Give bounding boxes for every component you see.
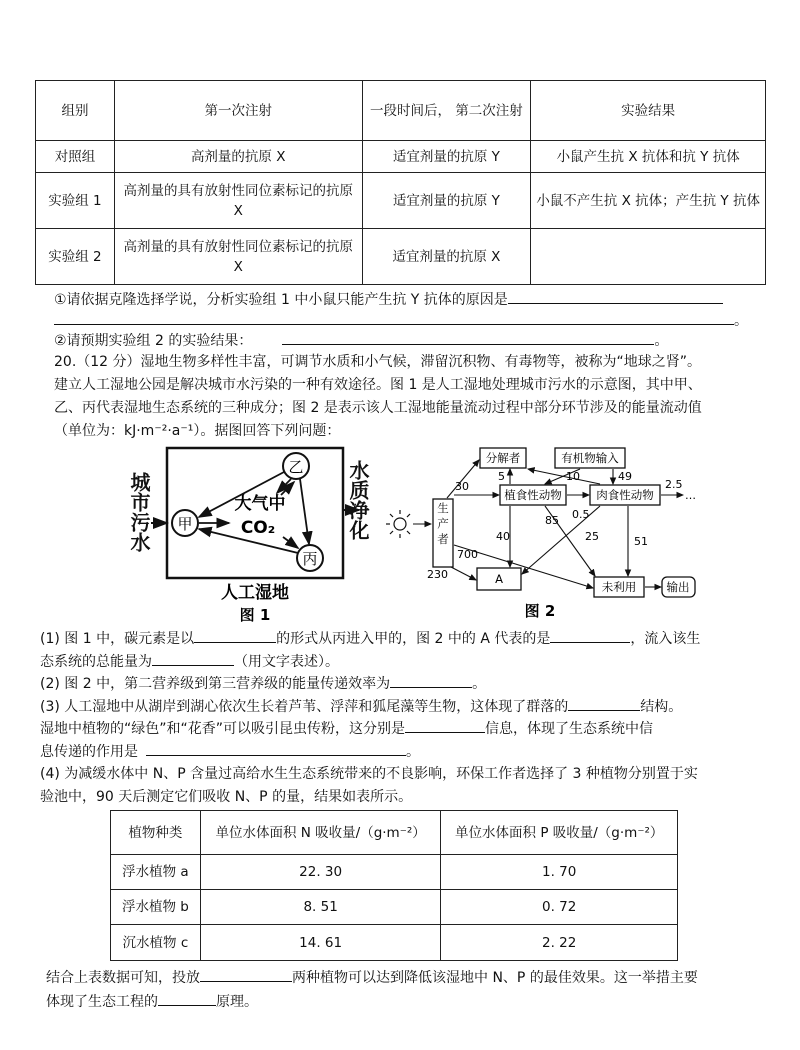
question-text: 态系统的总能量为 xyxy=(40,653,152,670)
value-label: 30 xyxy=(455,480,469,493)
value-label: 5 xyxy=(498,470,505,483)
value-label: 10 xyxy=(566,470,580,483)
header-cell: 一段时间后， 第二次注射 xyxy=(362,81,531,141)
table-cell: 浮水植物 a xyxy=(111,855,201,890)
answer-blank[interactable] xyxy=(508,289,723,304)
sun-icon xyxy=(386,510,410,538)
table-cell: 沉水植物 c xyxy=(111,925,201,961)
question-text: (2) 图 2 中，第二营养级到第三营养级的能量传递效率为 xyxy=(40,676,391,692)
table-cell: 14. 61 xyxy=(200,925,441,961)
table-cell: 实验组 2 xyxy=(36,229,115,285)
header-cell: 实验结果 xyxy=(531,81,766,141)
table-cell: 高剂量的抗原 X xyxy=(114,141,362,173)
paragraph-line: 建立人工湿地公园是解决城市水污染的一种有效途径。图 1 是人工湿地处理城市污水的示意图，其中甲、 xyxy=(54,377,702,393)
answer-blank[interactable] xyxy=(282,330,654,345)
value-label: 700 xyxy=(457,548,478,561)
question-text: （用文字表述）。 xyxy=(234,653,339,670)
co2-label: 大气中 xyxy=(234,494,286,514)
table-cell xyxy=(531,229,766,285)
ellipsis: … xyxy=(685,489,696,502)
question-text: 结构。 xyxy=(640,698,683,715)
question-text: 信息，体现了生态系统中信 xyxy=(485,721,654,737)
table-cell: 1. 70 xyxy=(441,855,678,890)
question-text: 原理。 xyxy=(216,994,258,1010)
table-header-row xyxy=(36,81,766,141)
table-cell: 小鼠产生抗 X 抗体和抗 Y 抗体 xyxy=(531,141,766,173)
value-label: 25 xyxy=(585,530,599,543)
table-cell: 8. 51 xyxy=(200,890,441,925)
answer-blank[interactable] xyxy=(194,628,276,643)
table-cell: 实验组 1 xyxy=(36,173,115,229)
question-text: (3) 人工湿地中从湖岸到湖心依次生长着芦苇、浮萍和狐尾藻等生物，这体现了群落的 xyxy=(40,698,569,715)
question-text: 。 xyxy=(472,676,487,692)
question-text: 两种植物可以达到降低该湿地中 N、P 的最佳效果。这一举措主要 xyxy=(292,970,698,986)
value-label: 49 xyxy=(618,470,632,483)
table-row xyxy=(36,141,766,173)
answer-blank[interactable] xyxy=(54,310,734,325)
co2-label: CO₂ xyxy=(240,518,276,538)
value-label: 230 xyxy=(427,568,448,581)
question-text: 。 xyxy=(406,743,420,760)
table-cell: 适宜剂量的抗原 X xyxy=(362,229,531,285)
question-text: 息传递的作用是 xyxy=(40,743,138,760)
header-cell: 组别 xyxy=(36,81,115,141)
question-1 xyxy=(54,289,723,309)
table-row xyxy=(36,173,766,229)
table-cell: 高剂量的具有放射性同位素标记的抗原 X xyxy=(114,173,362,229)
A-label: A xyxy=(495,572,503,586)
final-question xyxy=(46,966,698,1014)
node-jia-label: 甲 xyxy=(177,515,193,533)
table-cell: 对照组 xyxy=(36,141,115,173)
header-cell: 单位水体面积 P 吸收量/（g·m⁻²） xyxy=(441,811,678,855)
question-text: 结合上表数据可知，投放 xyxy=(46,970,200,986)
paragraph-line: 乙、丙代表湿地生态系统的三种成分；图 2 是表示该人工湿地能量流动过程中部分环节涉及的能量流动值 xyxy=(54,400,702,416)
header-cell: 植物种类 xyxy=(111,811,201,855)
answer-blank[interactable] xyxy=(390,673,472,688)
table-row xyxy=(111,855,678,890)
value-label: 51 xyxy=(634,535,648,548)
unused-label: 未利用 xyxy=(601,580,637,594)
question-2 xyxy=(54,330,668,350)
header-cell: 第一次注射 xyxy=(114,81,362,141)
value-label: 0.5 xyxy=(572,508,590,521)
plant-absorption-table xyxy=(110,810,678,961)
question-text: (1) 图 1 中，碳元素是以 xyxy=(40,631,195,647)
table-cell: 高剂量的具有放射性同位素标记的抗原 X xyxy=(114,229,362,285)
answer-blank[interactable] xyxy=(550,628,630,643)
input-label: 城市污水 xyxy=(127,472,151,552)
value-label: 85 xyxy=(545,514,559,527)
paragraph-line: 20.（12 分）湿地生物多样性丰富，可调节水质和小气候，滞留沉积物、有毒物等，被称为“地球之肾”。 xyxy=(54,354,702,370)
answer-blank[interactable] xyxy=(146,741,406,756)
carnivore-label: 肉食性动物 xyxy=(596,488,654,502)
experiment-table xyxy=(35,80,766,285)
question-text: (4) 为减缓水体中 N、P 含量过高给水生生态系统带来的不良影响，环保工作者选择了 3 种植物分别置于实 xyxy=(40,766,698,782)
sub-questions xyxy=(40,628,700,808)
herbivore-label: 植食性动物 xyxy=(504,488,562,502)
answer-blank[interactable] xyxy=(152,651,234,666)
table-cell: 22. 30 xyxy=(200,855,441,890)
question-20-stem xyxy=(54,351,702,443)
answer-blank[interactable] xyxy=(568,696,640,711)
decomposer-label: 分解者 xyxy=(485,451,521,465)
figure-2-caption: 图 2 xyxy=(524,602,556,620)
period: 。 xyxy=(654,333,669,349)
question-text: 验池中，90 天后测定它们吸收 N、P 的量，结果如表所示。 xyxy=(40,788,413,805)
table-cell: 适宜剂量的抗原 Y xyxy=(362,173,531,229)
output-label: 输出 xyxy=(666,580,690,594)
organic-input-label: 有机物输入 xyxy=(561,451,619,465)
answer-blank[interactable] xyxy=(200,967,292,982)
table-row xyxy=(36,229,766,285)
table-header-row xyxy=(111,811,678,855)
table-cell: 2. 22 xyxy=(441,925,678,961)
header-cell: 单位水体面积 N 吸收量/（g·m⁻²） xyxy=(200,811,441,855)
producer-label: 生产者 xyxy=(436,502,450,549)
question-text: 体现了生态工程的 xyxy=(46,994,158,1010)
period: 。 xyxy=(734,313,748,329)
question-text: 的形式从丙进入甲的，图 2 中的 A 代表的是 xyxy=(276,631,551,647)
node-yi-label: 乙 xyxy=(288,458,304,476)
table-cell: 浮水植物 b xyxy=(111,890,201,925)
question-text: 湿地中植物的“绿色”和“花香”可以吸引昆虫传粉，这分别是 xyxy=(40,721,406,737)
answer-line xyxy=(54,310,748,330)
table-cell: 小鼠不产生抗 X 抗体；产生抗 Y 抗体 xyxy=(531,173,766,229)
answer-blank[interactable] xyxy=(405,718,485,733)
table-cell: 0. 72 xyxy=(441,890,678,925)
output-label: 水质净化 xyxy=(346,460,370,540)
value-label: 40 xyxy=(496,530,510,543)
question-text: ，流入该生 xyxy=(630,631,701,647)
table-row xyxy=(111,890,678,925)
value-label: 2.5 xyxy=(665,478,683,491)
table-row xyxy=(111,925,678,961)
table-cell: 适宜剂量的抗原 Y xyxy=(362,141,531,173)
wetland-label: 人工湿地 xyxy=(221,583,289,603)
question-text: ①请依据克隆选择学说，分析实验组 1 中小鼠只能产生抗 Y 抗体的原因是 xyxy=(54,292,508,308)
paragraph-line: （单位为：kJ·m⁻²·a⁻¹）。据图回答下列问题： xyxy=(54,423,341,439)
figure-1-caption: 图 1 xyxy=(239,606,271,624)
node-bing-label: 丙 xyxy=(302,550,318,568)
question-text: ②请预期实验组 2 的实验结果： xyxy=(54,333,253,349)
answer-blank[interactable] xyxy=(158,991,216,1006)
